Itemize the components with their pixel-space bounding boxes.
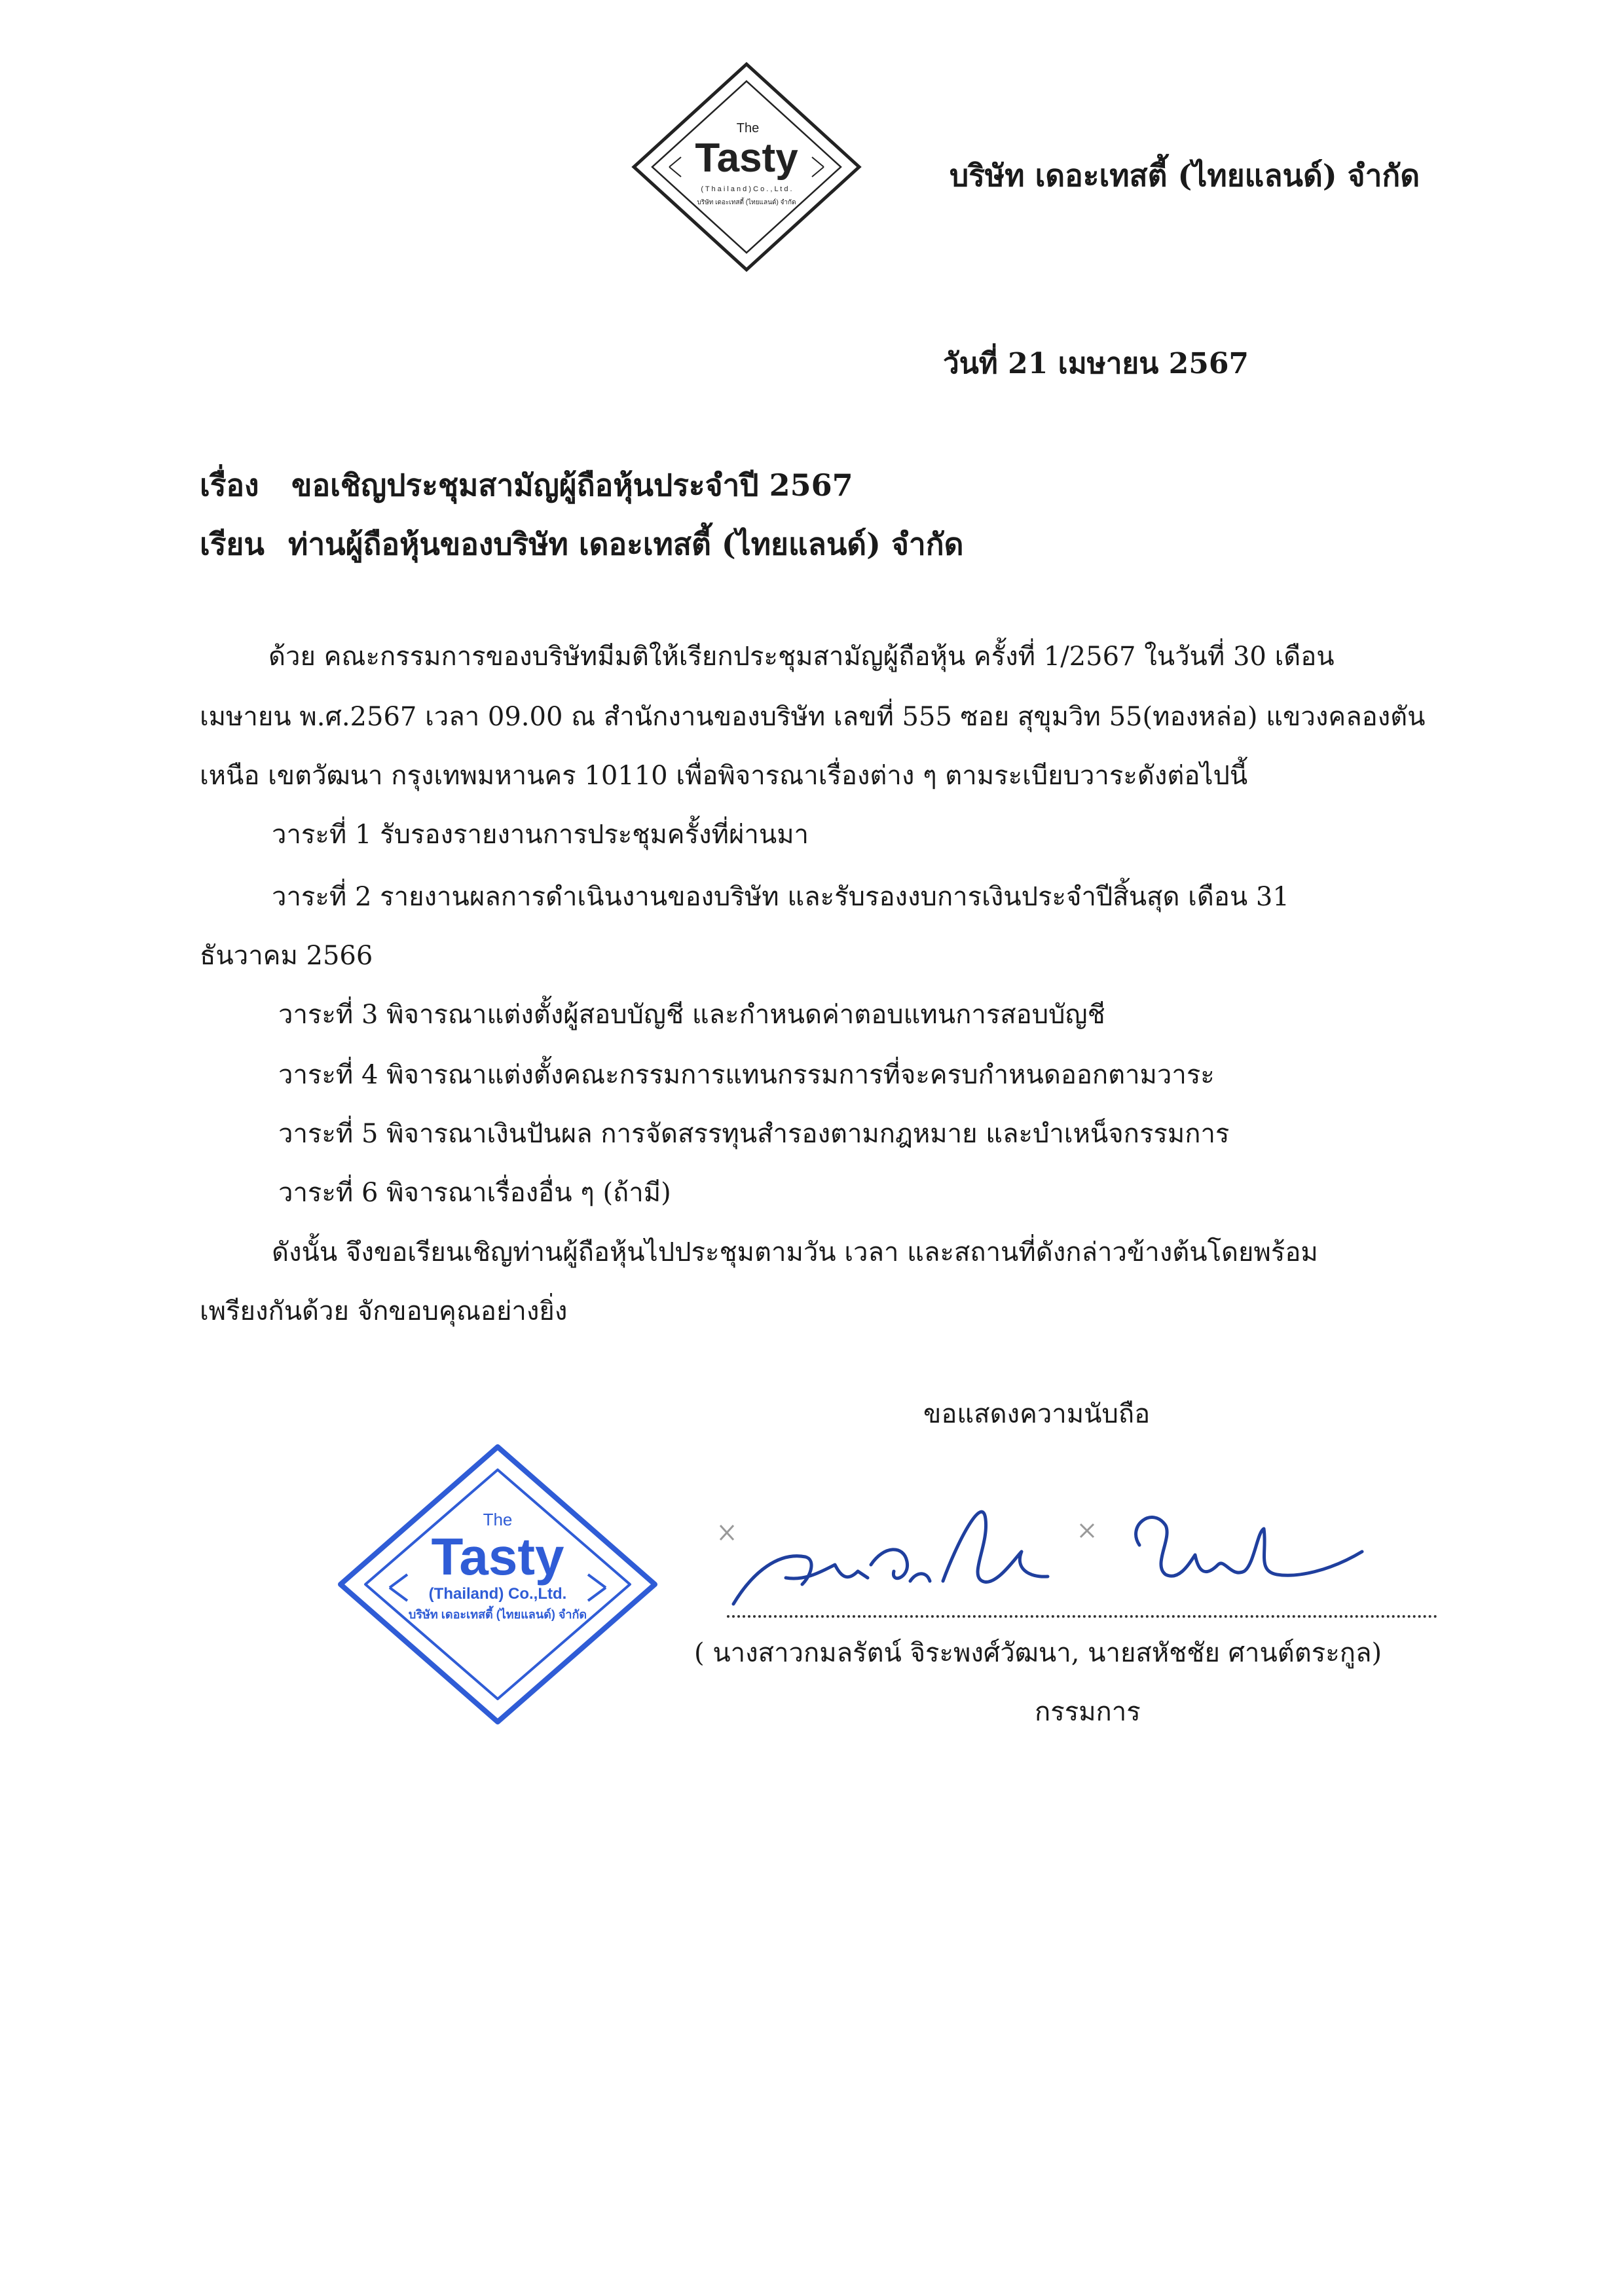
signatory-names: ( นางสาวกมลรัตน์ จิระพงศ์วัฒนา, นายสหัชชัย ศานต์ตระกูล) xyxy=(694,1638,1382,1668)
intro-line-3: เหนือ เขตวัฒนา กรุงเทพมหานคร 10110 เพื่อพิจารณาเรื่องต่าง ๆ ตามระเบียบวาระดังต่อไปนี้ xyxy=(200,761,1248,791)
agenda-item-4: วาระที่ 4 พิจารณาแต่งตั้งคณะกรรมการแทนกรรมการที่จะครบกำหนดออกตามวาระ xyxy=(278,1060,1215,1090)
logo-brand-text: Tasty xyxy=(695,136,798,181)
subject-label: เรื่อง xyxy=(200,467,259,503)
closing-line-1: ดังนั้น จึงขอเรียนเชิญท่านผู้ถือหุ้นไปประชุมตามวัน เวลา และสถานที่ดังกล่าวข้างต้นโดยพร้อม xyxy=(272,1237,1318,1267)
stamp-sub-en-text: (Thailand) Co.,Ltd. xyxy=(428,1585,567,1603)
agenda-item-5: วาระที่ 5 พิจารณาเงินปันผล การจัดสรรทุนสำรองตามกฎหมาย และบำเหน็จกรรมการ xyxy=(278,1119,1230,1149)
logo-the-text: The xyxy=(736,121,760,136)
agenda-item-2: วาระที่ 2 รายงานผลการดำเนินงานของบริษัท และรับรองงบการเงินประจำปีสิ้นสุด เดือน 31 xyxy=(272,882,1289,912)
company-stamp xyxy=(334,1440,661,1728)
logo-sub-th-text: บริษัท เดอะเทสตี้ (ไทยแลนด์) จำกัด xyxy=(697,199,796,206)
regards-text: ขอแสดงความนับถือ xyxy=(923,1399,1151,1429)
recipient-label: เรียน xyxy=(200,526,265,562)
agenda-item-2-continued: ธันวาคม 2566 xyxy=(200,941,373,971)
agenda-item-3: วาระที่ 3 พิจารณาแต่งตั้งผู้สอบบัญชี และกำหนดค่าตอบแทนการสอบบัญชี xyxy=(278,1000,1105,1030)
logo-sub-en-text: ( T h a i l a n d ) C o . , L t d . xyxy=(701,185,792,193)
letter-date: วันที่ 21 เมษายน 2567 xyxy=(943,347,1249,380)
stamp-brand-text: Tasty xyxy=(431,1527,564,1586)
stamp-chevron-left-icon xyxy=(390,1575,407,1601)
subject-text: ขอเชิญประชุมสามัญผู้ถือหุ้นประจำปี 2567 xyxy=(291,467,853,503)
signature-line xyxy=(727,1615,1437,1618)
stamp-the-text: The xyxy=(483,1510,513,1529)
signature-x-marks xyxy=(720,1524,1094,1540)
recipient-text: ท่านผู้ถือหุ้นของบริษัท เดอะเทสตี้ (ไทยแลนด์) จำกัด xyxy=(288,526,964,562)
company-name-header: บริษัท เดอะเทสตี้ (ไทยแลนด์) จำกัด xyxy=(950,158,1420,193)
stamp-chevron-right-icon xyxy=(588,1575,606,1601)
closing-line-2: เพรียงกันด้วย จักขอบคุณอย่างยิ่ง xyxy=(200,1296,568,1326)
intro-line-2: เมษายน พ.ศ.2567 เวลา 09.00 ณ สำนักงานของบริษัท เลขที่ 555 ซอย สุขุมวิท 55(ทองหล่อ) แขวงคลองตัน xyxy=(200,702,1426,732)
agenda-item-6: วาระที่ 6 พิจารณาเรื่องอื่น ๆ (ถ้ามี) xyxy=(278,1178,671,1208)
agenda-item-1: วาระที่ 1 รับรองรายงานการประชุมครั้งที่ผ่านมา xyxy=(272,820,809,850)
stamp-sub-th-text: บริษัท เดอะเทสตี้ (ไทยแลนด์) จำกัด xyxy=(408,1608,587,1621)
company-logo xyxy=(629,59,864,275)
handwritten-signatures xyxy=(707,1467,1395,1624)
intro-line-1: ด้วย คณะกรรมการของบริษัทมีมติให้เรียกประชุมสามัญผู้ถือหุ้น ครั้งที่ 1/2567 ในวันที่ 30 เดือน xyxy=(268,642,1335,672)
signatory-title: กรรมการ xyxy=(1035,1697,1141,1727)
